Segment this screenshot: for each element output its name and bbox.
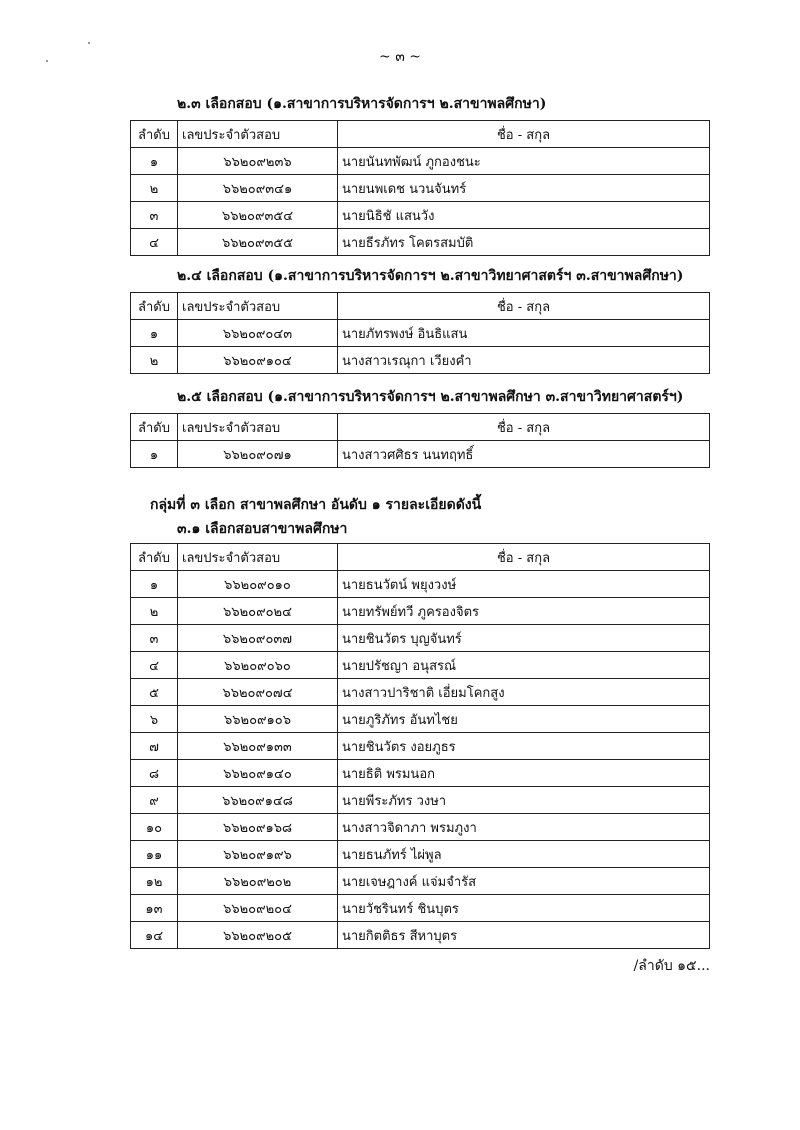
- cell-full-name: นายวัชรินทร์ ชินบุตร: [338, 895, 710, 922]
- cell-order: ๘: [131, 760, 178, 787]
- cell-exam-id: ๖๖๒๐๙๒๐๒: [178, 868, 338, 895]
- page-number: ~ ๓ ~: [379, 49, 421, 65]
- cell-order: ๔: [131, 652, 178, 679]
- cell-order: ๑: [131, 320, 178, 347]
- cell-full-name: นายภูริภัทร อันทไชย: [338, 706, 710, 733]
- cell-full-name: นายธนภัทร์ ไผ่พูล: [338, 841, 710, 868]
- table-row: [131, 868, 710, 895]
- column-header-full-name: ชื่อ - สกุล: [338, 414, 710, 441]
- cell-order: ๑๑: [131, 841, 178, 868]
- cell-full-name: นายชินวัตร บุญจันทร์: [338, 625, 710, 652]
- column-header-order: ลำดับ: [131, 544, 178, 571]
- cell-order: ๒: [131, 598, 178, 625]
- roster-table: [130, 292, 710, 374]
- section-title: ๓.๑ เลือกสอบสาขาพลศึกษา: [177, 521, 348, 537]
- cell-full-name: นางสาวศศิธร นนทฤทธิ์: [338, 441, 710, 468]
- column-header-exam-id: เลขประจำตัวสอบ: [178, 414, 338, 441]
- cell-order: ๒: [131, 175, 178, 202]
- table-row: [131, 679, 710, 706]
- roster-table: [130, 543, 710, 949]
- cell-order: ๑๓: [131, 895, 178, 922]
- column-header-exam-id: เลขประจำตัวสอบ: [178, 293, 338, 320]
- cell-exam-id: ๖๖๒๐๙๑๔๘: [178, 787, 338, 814]
- cell-exam-id: ๖๖๒๐๙๐๑๐: [178, 571, 338, 598]
- cell-order: ๑: [131, 148, 178, 175]
- cell-exam-id: ๖๖๒๐๙๐๗๔: [178, 679, 338, 706]
- table-row: [131, 733, 710, 760]
- table-row: [131, 814, 710, 841]
- cell-exam-id: ๖๖๒๐๙๑๙๖: [178, 841, 338, 868]
- continuation-note: /ลำดับ ๑๕...: [633, 958, 710, 974]
- cell-order: ๔: [131, 229, 178, 256]
- cell-order: ๓: [131, 202, 178, 229]
- cell-full-name: นายธนวัตน์ พยุงวงษ์: [338, 571, 710, 598]
- roster-table: [130, 120, 710, 256]
- table-row: [131, 841, 710, 868]
- cell-exam-id: ๖๖๒๐๙๒๐๔: [178, 895, 338, 922]
- column-header-exam-id: เลขประจำตัวสอบ: [178, 121, 338, 148]
- scan-speck: [88, 42, 90, 44]
- group-title: กลุ่มที่ ๓ เลือก สาขาพลศึกษา อันดับ ๑ รายละเอียดดังนี้: [150, 497, 482, 513]
- section-title: ๒.๓ เลือกสอบ (๑.สาขาการบริหารจัดการฯ ๒.สาขาพลศึกษา): [177, 96, 547, 112]
- cell-order: ๙: [131, 787, 178, 814]
- table-row: [131, 175, 710, 202]
- cell-order: ๗: [131, 733, 178, 760]
- table-row: [131, 787, 710, 814]
- cell-full-name: นายพีระภัทร วงษา: [338, 787, 710, 814]
- table-header-row: [131, 293, 710, 320]
- column-header-full-name: ชื่อ - สกุล: [338, 544, 710, 571]
- cell-order: ๑๒: [131, 868, 178, 895]
- cell-exam-id: ๖๖๒๐๙๑๓๓: [178, 733, 338, 760]
- section-title: ๒.๕ เลือกสอบ (๑.สาขาการบริหารจัดการฯ ๒.สาขาพลศึกษา ๓.สาขาวิทยาศาสตร์ฯ): [177, 389, 684, 405]
- cell-full-name: นายภัทรพงษ์ อินธิแสน: [338, 320, 710, 347]
- cell-exam-id: ๖๖๒๐๙๑๖๘: [178, 814, 338, 841]
- section-title: ๒.๔ เลือกสอบ (๑.สาขาการบริหารจัดการฯ ๒.สาขาวิทยาศาสตร์ฯ ๓.สาขาพลศึกษา): [177, 268, 684, 284]
- cell-full-name: นายนันทพัฒน์ ภูกองชนะ: [338, 148, 710, 175]
- cell-order: ๕: [131, 679, 178, 706]
- table-row: [131, 571, 710, 598]
- cell-order: ๑๔: [131, 922, 178, 949]
- cell-full-name: นางสาวปาริชาติ เอี่ยมโคกสูง: [338, 679, 710, 706]
- cell-exam-id: ๖๖๒๐๙๑๐๔: [178, 347, 338, 374]
- cell-full-name: นายธีรภัทร โคตรสมบัติ: [338, 229, 710, 256]
- cell-order: ๑: [131, 571, 178, 598]
- table-row: [131, 895, 710, 922]
- table-row: [131, 229, 710, 256]
- cell-exam-id: ๖๖๒๐๙๓๕๔: [178, 202, 338, 229]
- table-row: [131, 320, 710, 347]
- cell-full-name: นายปรัชญา อนุสรณ์: [338, 652, 710, 679]
- cell-exam-id: ๖๖๒๐๙๐๗๑: [178, 441, 338, 468]
- cell-exam-id: ๖๖๒๐๙๑๐๖: [178, 706, 338, 733]
- cell-full-name: นายทรัพย์ทวี ภูครองจิตร: [338, 598, 710, 625]
- cell-exam-id: ๖๖๒๐๙๐๒๔: [178, 598, 338, 625]
- table-row: [131, 148, 710, 175]
- cell-exam-id: ๖๖๒๐๙๒๐๕: [178, 922, 338, 949]
- cell-full-name: นายธิติ พรมนอก: [338, 760, 710, 787]
- cell-order: ๒: [131, 347, 178, 374]
- cell-exam-id: ๖๖๒๐๙๓๕๕: [178, 229, 338, 256]
- column-header-order: ลำดับ: [131, 414, 178, 441]
- cell-order: ๑: [131, 441, 178, 468]
- column-header-full-name: ชื่อ - สกุล: [338, 293, 710, 320]
- cell-exam-id: ๖๖๒๐๙๐๔๓: [178, 320, 338, 347]
- table-row: [131, 922, 710, 949]
- cell-order: ๓: [131, 625, 178, 652]
- cell-order: ๖: [131, 706, 178, 733]
- column-header-order: ลำดับ: [131, 293, 178, 320]
- table-row: [131, 441, 710, 468]
- table-row: [131, 760, 710, 787]
- table-row: [131, 625, 710, 652]
- cell-full-name: นายนิธิชั แสนวัง: [338, 202, 710, 229]
- cell-full-name: นายเจษฎางค์ แจ่มจำรัส: [338, 868, 710, 895]
- table-row: [131, 652, 710, 679]
- cell-exam-id: ๖๖๒๐๙๒๓๖: [178, 148, 338, 175]
- cell-full-name: นายชินวัตร งอยภูธร: [338, 733, 710, 760]
- cell-order: ๑๐: [131, 814, 178, 841]
- column-header-exam-id: เลขประจำตัวสอบ: [178, 544, 338, 571]
- cell-exam-id: ๖๖๒๐๙๓๔๑: [178, 175, 338, 202]
- cell-full-name: นายกิตติธร สีหาบุตร: [338, 922, 710, 949]
- cell-full-name: นายนพเดช นวนจันทร์: [338, 175, 710, 202]
- table-row: [131, 202, 710, 229]
- table-row: [131, 598, 710, 625]
- roster-table: [130, 413, 710, 468]
- cell-full-name: นางสาวเรณุกา เวียงคำ: [338, 347, 710, 374]
- cell-full-name: นางสาวจิดาภา พรมภูงา: [338, 814, 710, 841]
- table-row: [131, 706, 710, 733]
- table-header-row: [131, 414, 710, 441]
- table-header-row: [131, 544, 710, 571]
- cell-exam-id: ๖๖๒๐๙๑๔๐: [178, 760, 338, 787]
- cell-exam-id: ๖๖๒๐๙๐๖๐: [178, 652, 338, 679]
- table-header-row: [131, 121, 710, 148]
- cell-exam-id: ๖๖๒๐๙๐๓๗: [178, 625, 338, 652]
- column-header-full-name: ชื่อ - สกุล: [338, 121, 710, 148]
- column-header-order: ลำดับ: [131, 121, 178, 148]
- table-row: [131, 347, 710, 374]
